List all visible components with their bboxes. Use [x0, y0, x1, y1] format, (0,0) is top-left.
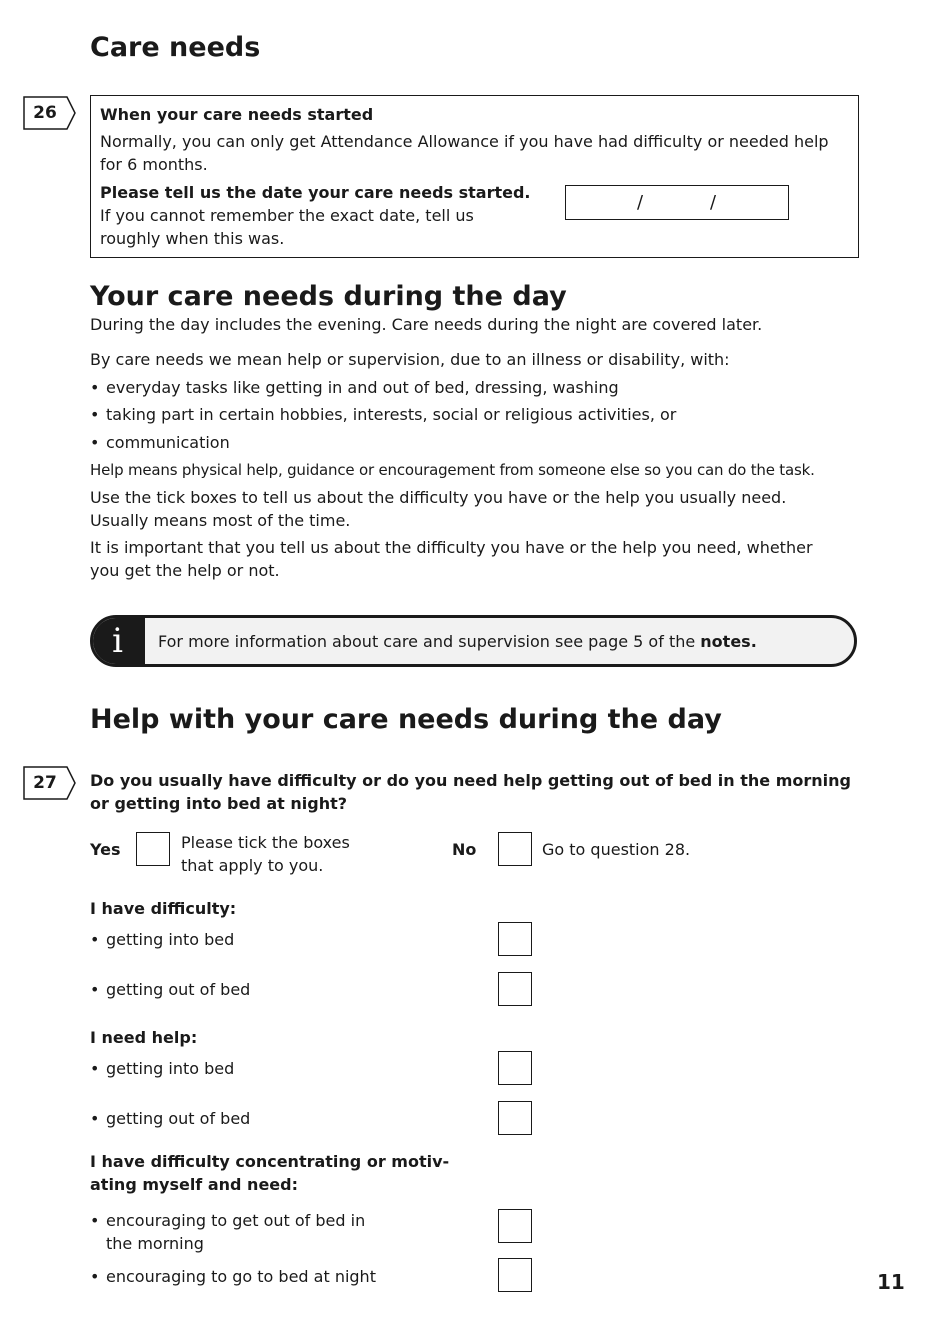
question-number-26	[23, 96, 69, 130]
important-line-1: It is important that you tell us about the difficulty you have or the help you need, whether	[90, 538, 813, 557]
info-text-plain: For more information about care and supervision see page 5 of the	[158, 632, 701, 651]
question-number-27	[23, 766, 69, 800]
bullet: •	[90, 405, 100, 424]
bullet: •	[90, 1059, 100, 1078]
use-tick-line-2: Usually means most of the time.	[90, 511, 351, 530]
q26-ask-line-2: roughly when this was.	[100, 229, 285, 248]
bullet: •	[90, 1267, 100, 1286]
list-item-text: encouraging to go to bed at night	[106, 1267, 376, 1286]
q26-ask-line-1: If you cannot remember the exact date, tell us	[100, 206, 474, 225]
no-checkbox[interactable]	[498, 832, 532, 866]
no-label: No	[452, 840, 477, 859]
list-item-text: everyday tasks like getting in and out of bed, dressing, washing	[106, 378, 619, 397]
list-item-text: getting out of bed	[106, 1109, 251, 1128]
help-getting-into-bed-checkbox[interactable]	[498, 1051, 532, 1085]
q27-question-line-1: Do you usually have difficulty or do you need help getting out of bed in the morning	[90, 771, 851, 790]
date-separator: /	[710, 192, 717, 213]
yes-checkbox[interactable]	[136, 832, 170, 866]
yes-label: Yes	[90, 840, 121, 859]
info-icon-glyph: i	[112, 621, 123, 661]
q26-title: When your care needs started	[100, 105, 374, 124]
question-number-label: 27	[33, 773, 57, 793]
difficulty-getting-out-of-bed-checkbox[interactable]	[498, 972, 532, 1006]
list-item-text: taking part in certain hobbies, interests, social or religious activities, or	[106, 405, 677, 424]
q26-ask: Please tell us the date your care needs started.	[100, 183, 531, 202]
list-item-text: communication	[106, 433, 230, 452]
day-by-care: By care needs we mean help or supervision, due to an illness or disability, with:	[90, 350, 730, 369]
bullet: •	[90, 433, 100, 452]
page-title: Care needs	[90, 32, 261, 63]
bullet: •	[90, 1109, 100, 1128]
yes-hint-line-1: Please tick the boxes	[181, 833, 350, 852]
difficulty-heading: I have difficulty:	[90, 899, 237, 918]
page-number: 11	[877, 1270, 905, 1294]
list-item-text: encouraging to get out of bed in	[106, 1211, 366, 1230]
day-intro: During the day includes the evening. Care needs during the night are covered later.	[90, 315, 763, 334]
help-means: Help means physical help, guidance or encouragement from someone else so you can do the task.	[90, 461, 815, 479]
motivating-heading-line-1: I have difficulty concentrating or motiv-	[90, 1152, 450, 1171]
motivating-heading-line-2: ating myself and need:	[90, 1175, 298, 1194]
info-text	[158, 630, 757, 653]
help-getting-out-of-bed-checkbox[interactable]	[498, 1101, 532, 1135]
list-item-text-continued: the morning	[106, 1234, 204, 1253]
difficulty-getting-into-bed-checkbox[interactable]	[498, 922, 532, 956]
encourage-get-out-of-bed-checkbox[interactable]	[498, 1209, 532, 1243]
info-icon	[90, 615, 145, 667]
section-heading-day: Your care needs during the day	[90, 281, 567, 312]
help-heading: I need help:	[90, 1028, 198, 1047]
bullet: •	[90, 1211, 100, 1230]
care-start-date-field[interactable]	[565, 185, 789, 220]
yes-hint-line-2: that apply to you.	[181, 856, 324, 875]
use-tick-line-1: Use the tick boxes to tell us about the difficulty you have or the help you usually need.	[90, 488, 787, 507]
section-heading-help-day: Help with your care needs during the day	[90, 704, 722, 735]
question-number-label: 26	[33, 103, 57, 123]
date-separator: /	[637, 192, 644, 213]
q27-question-line-2: or getting into bed at night?	[90, 794, 348, 813]
important-line-2: you get the help or not.	[90, 561, 280, 580]
bullet: •	[90, 980, 100, 999]
encourage-go-to-bed-checkbox[interactable]	[498, 1258, 532, 1292]
bullet: •	[90, 930, 100, 949]
no-hint: Go to question 28.	[542, 840, 691, 859]
list-item-text: getting into bed	[106, 930, 235, 949]
q26-text: Normally, you can only get Attendance Allowance if you have had difficulty or needed help for 6 months.	[100, 132, 829, 174]
bullet: •	[90, 378, 100, 397]
list-item-text: getting out of bed	[106, 980, 251, 999]
info-callout	[90, 615, 857, 667]
info-notes-link[interactable]: notes.	[700, 632, 757, 651]
list-item-text: getting into bed	[106, 1059, 235, 1078]
